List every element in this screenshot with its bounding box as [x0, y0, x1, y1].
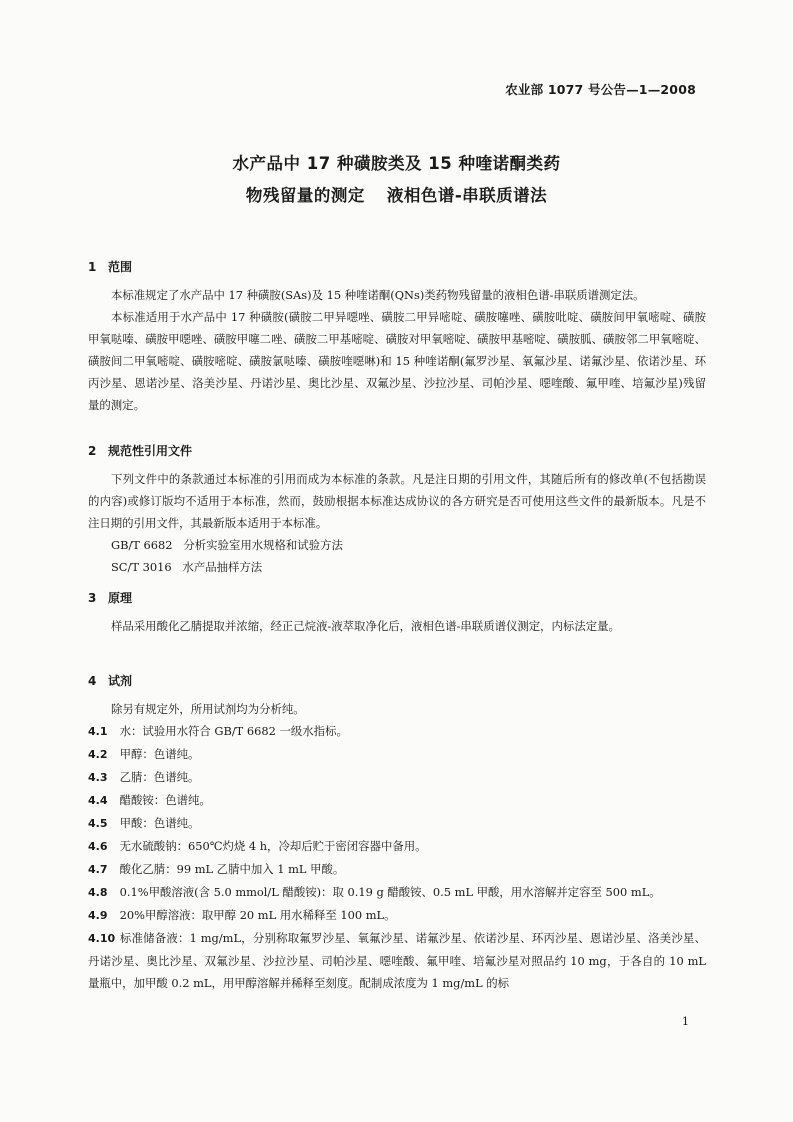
section-1-heading: 1 范围: [88, 260, 133, 274]
section-2-paragraph-1: 下列文件中的条款通过本标准的引用而成为本标准的条款。凡是注日期的引用文件，其随后所有的修改单(不包括勘误的内容)或修订版均不适用于本标准，然而，鼓励根据本标准达成协议的各方研究是否可使用这些文件的最新版本。凡是不注日期的引用文件，其最新版本适用于本标准。: [88, 472, 706, 530]
section-3-heading: 3 原理: [88, 591, 133, 605]
section-4-heading: 4 试剂: [88, 674, 133, 688]
section-1-paragraph-2: 本标准适用于水产品中 17 种磺胺(磺胺二甲异噁唑、磺胺二甲异嘧啶、磺胺噻唑、磺胺吡啶、磺胺间甲氧嘧啶、磺胺甲氧哒嗪、磺胺甲噁唑、磺胺甲噻二唑、磺胺二甲基嘧啶、磺胺对甲氧嘧啶、磺胺甲基嘧啶、磺胺胍、磺胺邻二甲氧嘧啶、磺胺间二甲氧嘧啶、磺胺嘧啶、磺胺氯哒嗪、磺胺喹噁啉)和 15 种喹诺酮(氟罗沙星、氧氟沙星、诺氟沙星、依诺沙星、环丙沙星、恩诺沙星、洛美沙星、丹诺沙星、奥比沙星、双氟沙星、沙拉沙星、司帕沙星、噁喹酸、氟甲喹、培氟沙星)残留量的测定。: [88, 310, 706, 412]
section-3-paragraph-1: 样品采用酸化乙腈提取并浓缩，经正己烷液-液萃取净化后，液相色谱-串联质谱仪测定，内标法定量。: [111, 619, 620, 633]
title-line-2: [0, 180, 793, 212]
page-number: 1: [682, 1015, 689, 1028]
reagent-item: 4.5 甲酸：色谱纯。: [88, 816, 200, 830]
document-title: [0, 148, 793, 212]
title-line-2-part-b: 液相色谱-串联质谱法: [386, 186, 548, 205]
document-code: 农业部 1077 号公告—1—2008: [505, 82, 696, 97]
reagent-item: 4.6 无水硫酸钠：650℃灼烧 4 h，冷却后贮于密闭容器中备用。: [88, 839, 427, 853]
section-1-paragraph-1: 本标准规定了水产品中 17 种磺胺(SAs)及 15 种喹诺酮(QNs)类药物残留量的液相色谱-串联质谱测定法。: [111, 288, 645, 302]
section-2: [88, 440, 706, 578]
reagent-item: 4.1 水：试验用水符合 GB/T 6682 一级水指标。: [88, 724, 348, 738]
section-3: [88, 587, 706, 637]
title-line-1: 水产品中 17 种磺胺类及 15 种喹诺酮类药: [232, 154, 561, 173]
title-line-2-part-a: 物残留量的测定: [245, 186, 365, 205]
reagent-item: 4.9 20%甲醇溶液：取甲醇 20 mL 用水稀释至 100 mL。: [88, 908, 396, 922]
reagent-item: 4.8 0.1%甲酸溶液(含 5.0 mmol/L 醋酸铵)：取 0.19 g 醋酸铵、0.5 mL 甲酸，用水溶解并定容至 500 mL。: [88, 885, 661, 899]
reagent-item: 4.4 醋酸铵：色谱纯。: [88, 793, 211, 807]
reagent-item: 4.10 标准储备液：1 mg/mL，分别称取氟罗沙星、氧氟沙星、诺氟沙星、依诺沙星、环丙沙星、恩诺沙星、洛美沙星、丹诺沙星、奥比沙星、双氟沙星、沙拉沙星、司帕沙星、噁喹酸、氟甲喹、培氟沙星对照品约 10 mg，于各自的 10 mL 量瓶中，加甲酸 0.2 mL，用甲醇溶解并稀释至刻度。配制成浓度为 1 mg/mL 的标: [88, 931, 706, 990]
reference-2: SC/T 3016 水产品抽样方法: [111, 560, 263, 574]
section-4: [88, 670, 706, 994]
reference-1: GB/T 6682 分析实验室用水规格和试验方法: [111, 538, 343, 552]
reagent-item: 4.3 乙腈：色谱纯。: [88, 770, 200, 784]
section-1: [88, 256, 706, 416]
section-2-heading: 2 规范性引用文件: [88, 444, 193, 458]
reagent-item: 4.2 甲醇：色谱纯。: [88, 747, 200, 761]
reagent-item: 4.7 酸化乙腈：99 mL 乙腈中加入 1 mL 甲酸。: [88, 862, 345, 876]
section-4-intro: 除另有规定外，所用试剂均为分析纯。: [111, 702, 305, 716]
